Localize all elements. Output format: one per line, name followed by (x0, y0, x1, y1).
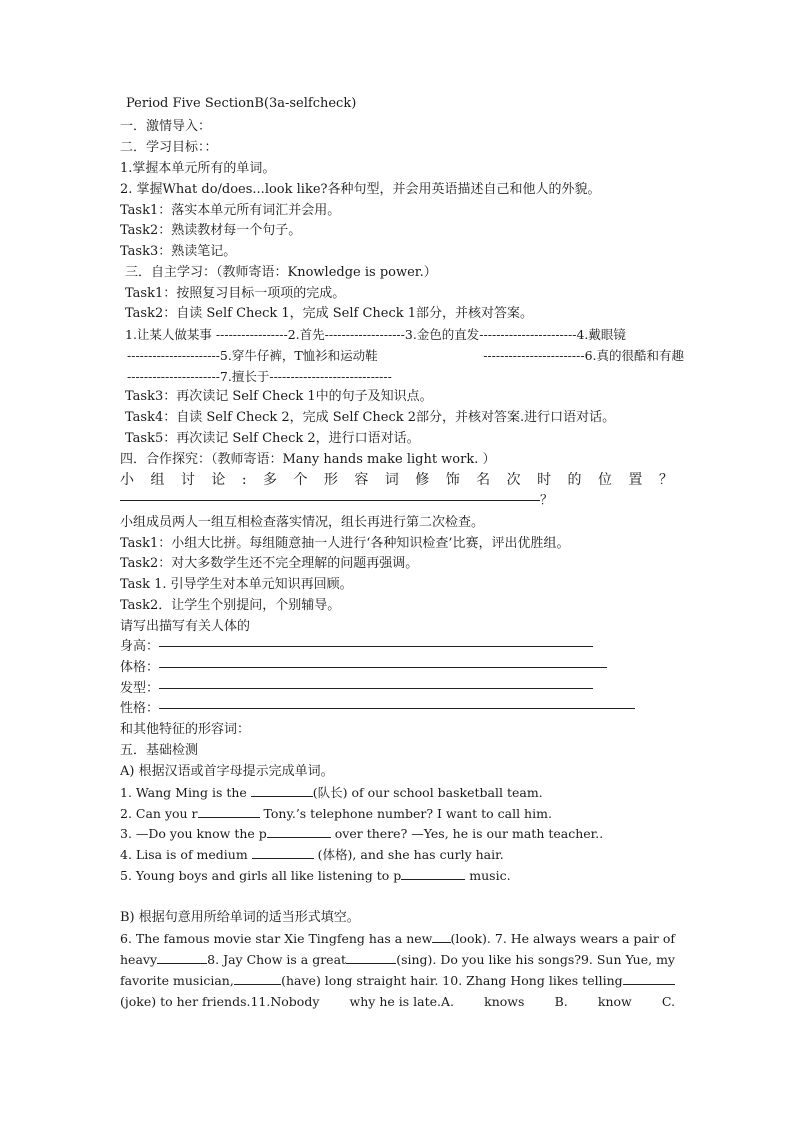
discussion-char: : (241, 472, 247, 488)
q-text: over there? —Yes, he is our math teacher.. (330, 826, 604, 841)
field-rule (159, 667, 607, 668)
field-height (120, 638, 593, 656)
answer-blank[interactable] (346, 951, 396, 964)
q-text: 5. Young boys and girls all like listening to p (120, 868, 402, 883)
q-text: 6. The famous movie star Xie Tingfeng has a new (120, 931, 433, 946)
part-b-line-4 (120, 993, 675, 1011)
discussion-char: 容 (354, 472, 369, 488)
field-label: 体格： (120, 660, 160, 675)
q-text: knows (484, 994, 525, 1009)
discussion-char: 论 (211, 472, 226, 488)
field-build (120, 659, 607, 677)
field-rule (159, 708, 635, 709)
answer-blank[interactable] (432, 930, 450, 943)
discussion-char: 小 (120, 472, 134, 488)
answer-question-mark: ？ (540, 493, 554, 508)
discussion-char: 次 (506, 472, 521, 488)
q-text: Tony.’s telephone number? I want to call him. (259, 806, 552, 821)
discussion-char: 个 (293, 472, 308, 488)
discussion-char: 修 (415, 472, 430, 488)
answer-blank[interactable] (267, 825, 331, 838)
part-b-line-2 (120, 951, 675, 969)
q-text: (have) long straight hair. 10. Zhang Hong likes telling (281, 973, 623, 988)
q-text: 8. Jay Chow is a great (207, 952, 347, 967)
part-a-q1 (120, 784, 543, 802)
q-text: (sing). Do you like his songs?9. Sun Yue, my (396, 952, 675, 967)
answer-blank[interactable] (623, 972, 675, 985)
section-5-heading: 五．基础检测 (120, 743, 199, 758)
discussion-char: 时 (537, 472, 552, 488)
discussion-prompt (120, 471, 673, 489)
field-personality (120, 700, 635, 718)
sec4-task-2: Task2：对大多数学生还不完全理解的问题再强调。 (120, 556, 419, 571)
q-text: 4. Lisa is of medium (120, 847, 252, 862)
page-title: Period Five SectionB(3a-selfcheck) (126, 96, 357, 111)
part-b-heading: B) 根据句意用所给单词的适当形式填空。 (120, 910, 360, 925)
discussion-char: 多 (262, 472, 277, 488)
other-adjectives: 和其他特征的形容词： (120, 722, 251, 737)
sec4-task-2b: Task2．让学生个别提问，个别辅导。 (120, 598, 341, 613)
sec2-task-1: Task1：落实本单元所有词汇并会用。 (120, 203, 341, 218)
part-a-q2 (120, 805, 552, 823)
section-4-heading: 四．合作探究：（教师寄语：Many hands make light work. ） (120, 452, 496, 467)
section-2-heading: 二．学习目标：： (120, 140, 218, 155)
vocab-line-2-a: ----------------------5.穿牛仔裤，T恤衫和运动鞋 (127, 348, 378, 363)
answer-blank[interactable] (252, 846, 314, 859)
q-text: favorite musician, (120, 973, 234, 988)
vocab-line-1: 1.让某人做某事 -----------------2.首先-------------------3.金色的直发-----------------------4.戴眼镜 (125, 327, 626, 342)
discussion-char: 饰 (445, 472, 460, 488)
sec4-task-1: Task1：小组大比拼。每组随意抽一人进行‘各种知识检查’比赛，评出优胜组。 (120, 536, 570, 551)
section-1-heading: 一．激情导入： (120, 119, 212, 134)
q-text: (joke) to her friends.11.Nobody (120, 994, 320, 1009)
discussion-char: 组 (150, 472, 165, 488)
answer-blank[interactable] (234, 972, 281, 985)
sec3-task-1: Task1：按照复习目标一项项的完成。 (125, 286, 346, 301)
q-text: why he is late.A. (349, 994, 454, 1009)
describe-prompt: 请写出描写有关人体的 (120, 619, 251, 634)
goal-1: 1.掌握本单元所有的单词。 (120, 161, 276, 176)
sec2-task-3: Task3：熟读笔记。 (120, 244, 237, 259)
field-label: 性格： (120, 701, 160, 716)
discussion-char: 讨 (180, 472, 195, 488)
sec3-task-2: Task2：自读 Self Check 1，完成 Self Check 1部分，并核对答案。 (125, 306, 534, 321)
field-hairstyle (120, 680, 593, 698)
answer-blank[interactable] (198, 805, 260, 818)
discussion-char: 形 (323, 472, 338, 488)
sec3-task-3: Task3：再次读记 Self Check 1中的句子及知识点。 (125, 389, 433, 404)
section-3-heading: 三．自主学习：（教师寄语：Knowledge is power.） (125, 265, 437, 280)
sec2-task-2: Task2：熟读教材每一个句子。 (120, 223, 302, 238)
sec4-task-1b: Task 1. 引导学生对本单元知识再回顾。 (120, 577, 353, 592)
answer-blank[interactable] (157, 951, 207, 964)
part-b-line-1 (120, 930, 675, 948)
discussion-char: 置 (628, 472, 643, 488)
field-rule (159, 646, 593, 647)
q-text: B. (554, 994, 568, 1009)
q-text: music. (465, 868, 511, 883)
part-a-heading: A) 根据汉语或首字母提示完成单词。 (120, 764, 334, 779)
answer-rule (120, 500, 540, 501)
answer-blank[interactable] (251, 784, 313, 797)
vocab-line-2-b: ------------------------6.真的很酷和有趣 (483, 348, 684, 363)
discussion-char: ？ (658, 472, 673, 488)
check-line: 小组成员两人一组互相检查落实情况，组长再进行第二次检查。 (120, 515, 485, 530)
vocab-line-2 (127, 347, 684, 365)
q-text: (look). 7. He always wears a pair of (450, 931, 675, 946)
q-text: (队长) of our school basketball team. (312, 785, 543, 800)
sec3-task-4: Task4：自读 Self Check 2，完成 Self Check 2部分，并核对答案.进行口语对话。 (125, 410, 616, 425)
part-a-q3 (120, 825, 603, 843)
q-text: C. (661, 994, 675, 1009)
discussion-char: 的 (567, 472, 582, 488)
q-text: 1. Wang Ming is the (120, 785, 251, 800)
field-label: 发型： (120, 681, 160, 696)
discussion-answer-line (120, 492, 553, 510)
discussion-char: 名 (476, 472, 491, 488)
q-text: (体格), and she has curly hair. (313, 847, 504, 862)
vocab-line-3: ----------------------7.擅长于----------------------------- (127, 369, 392, 384)
goal-2: 2. 掌握What do/does...look like?各种句型，并会用英语描述自己和他人的外貌。 (120, 182, 601, 197)
field-rule (159, 688, 593, 689)
field-label: 身高： (120, 639, 160, 654)
q-text: heavy (120, 952, 158, 967)
discussion-char: 位 (597, 472, 612, 488)
q-text: 3. —Do you know the p (120, 826, 267, 841)
discussion-char: 词 (384, 472, 399, 488)
answer-blank[interactable] (401, 867, 465, 880)
part-b-line-3 (120, 972, 675, 990)
q-text: know (597, 994, 632, 1009)
q-text: 2. Can you r (120, 806, 198, 821)
sec3-task-5: Task5：再次读记 Self Check 2，进行口语对话。 (125, 431, 420, 446)
part-a-q4 (120, 846, 504, 864)
part-a-q5 (120, 867, 511, 885)
